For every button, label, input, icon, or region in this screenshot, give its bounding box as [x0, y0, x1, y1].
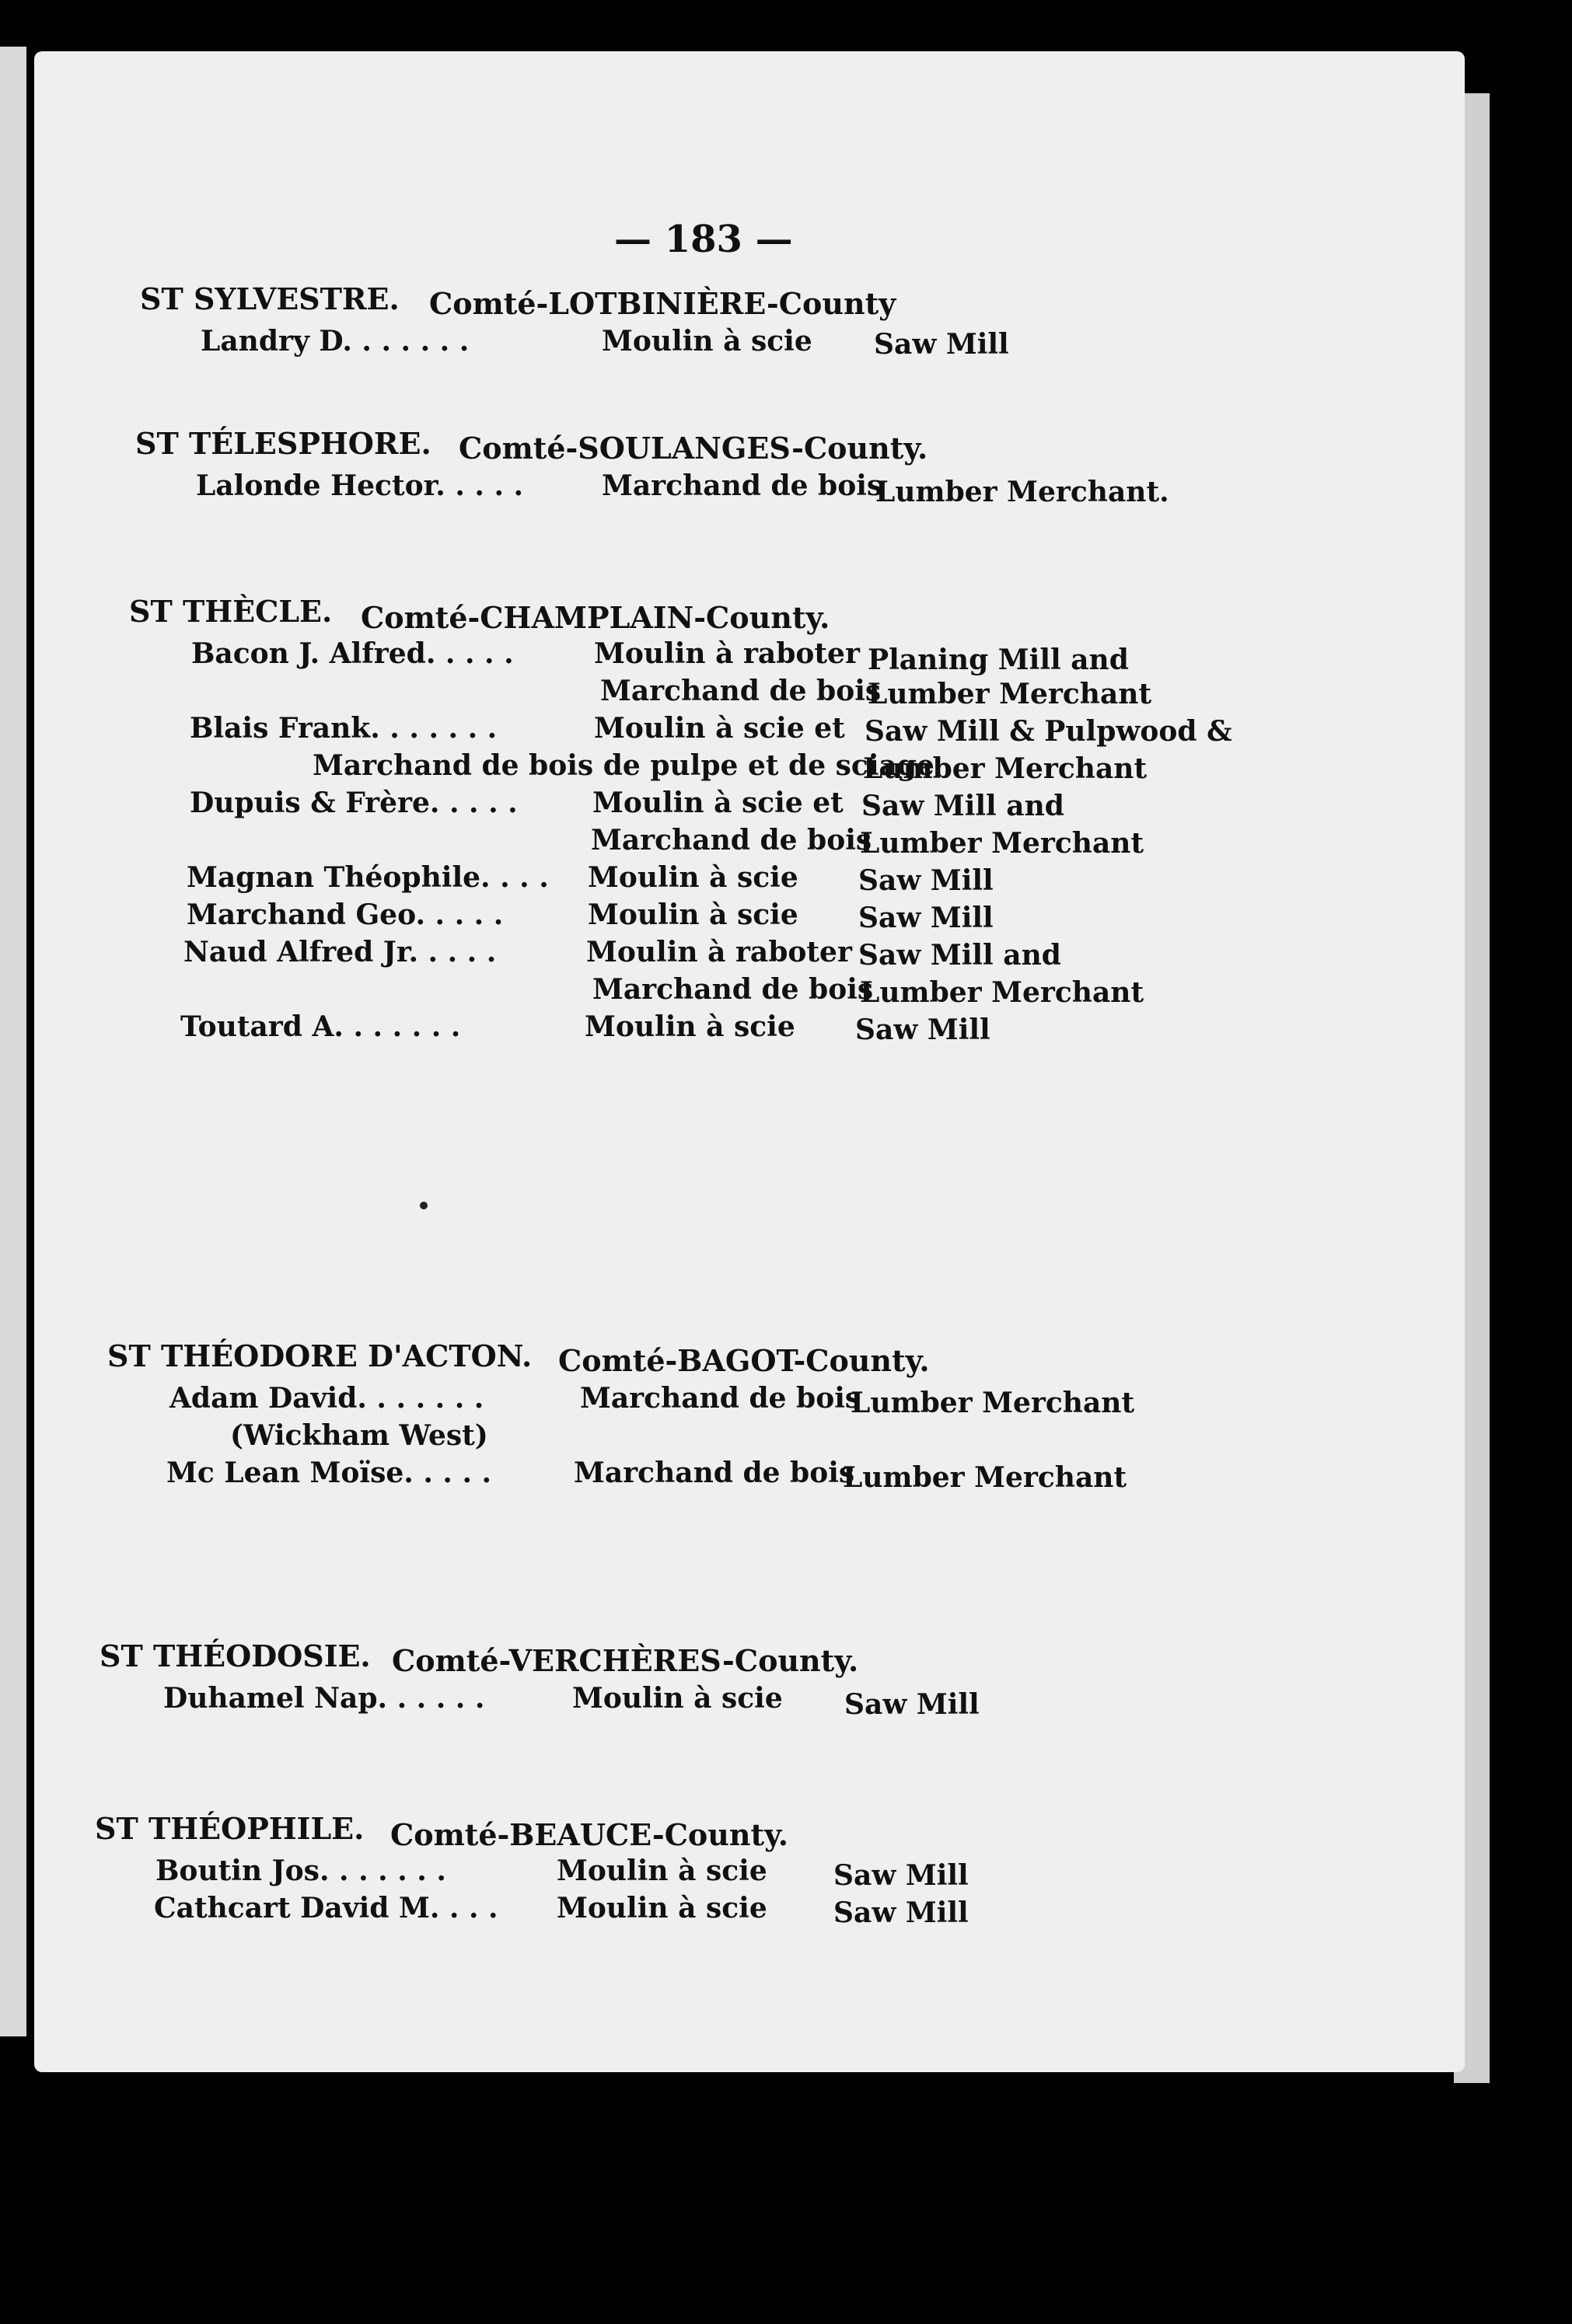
list-item: Marchand de bois de pulpe et de sciage Lumber Merchant	[313, 749, 1148, 785]
section-st-telesphore	[0, 426, 1399, 507]
section-heading	[0, 426, 1399, 469]
section-heading	[0, 1338, 1399, 1382]
list-item: Landry D. . . . . . . Moulin à scie Saw Mill	[201, 325, 1009, 361]
ink-speck	[420, 1202, 428, 1209]
section-heading	[0, 1811, 1399, 1855]
list-item: Marchand de bois Lumber Merchant	[592, 973, 1144, 1009]
list-item: Blais Frank. . . . . . . Moulin à scie et Saw Mill & Pulpwood &	[190, 712, 1232, 748]
list-item: Adam David. . . . . . . Marchand de bois Lumber Merchant	[169, 1382, 1135, 1419]
list-item: Naud Alfred Jr. . . . . Moulin à raboter Saw Mill and	[183, 936, 1061, 972]
section-st-sylvestre	[0, 281, 1399, 362]
list-item: Marchand Geo. . . . . Moulin à scie Saw Mill	[187, 899, 994, 934]
section-heading	[0, 281, 1399, 325]
list-item: Mc Lean Moïse. . . . . Marchand de bois Lumber Merchant	[166, 1457, 1127, 1494]
county-name: Comté-CHAMPLAIN-County.	[361, 600, 830, 635]
section-st-thecle	[0, 594, 1399, 1048]
section-heading	[0, 1638, 1399, 1682]
place-name: ST THÉODORE D'ACTON.	[107, 1338, 533, 1373]
list-item: Magnan Théophile. . . . Moulin à scie Saw Mill	[187, 861, 994, 897]
county-name: Comté-LOTBINIÈRE-County	[429, 286, 896, 321]
list-item: Boutin Jos. . . . . . . Moulin à scie Saw Mill	[155, 1855, 969, 1892]
list-item: Duhamel Nap. . . . . . Moulin à scie Saw Mill	[163, 1682, 980, 1721]
county-name: Comté-BAGOT-County.	[558, 1343, 930, 1378]
section-st-theophile	[0, 1811, 1399, 1929]
place-name: ST TÉLESPHORE.	[135, 426, 431, 461]
list-item: Bacon J. Alfred. . . . . Moulin à raboter Planing Mill and	[191, 637, 1129, 676]
page-number: — 183 —	[614, 218, 793, 261]
section-st-theodosie	[0, 1638, 1399, 1719]
place-name: ST THÈCLE.	[129, 594, 333, 629]
county-name: Comté-SOULANGES-County.	[459, 431, 928, 466]
place-name: ST SYLVESTRE.	[140, 281, 400, 316]
list-item: Toutard A. . . . . . . Moulin à scie Saw Mill	[180, 1010, 990, 1046]
section-st-theodore-dacton	[0, 1338, 1399, 1494]
list-item: Dupuis & Frère. . . . . Moulin à scie et Saw Mill and	[190, 787, 1064, 822]
list-item: Marchand de bois Lumber Merchant	[591, 824, 1144, 860]
place-name: ST THÉOPHILE.	[95, 1811, 365, 1846]
list-item: Marchand de bois Lumber Merchant	[600, 675, 1152, 710]
list-item: Cathcart David M. . . . Moulin à scie Saw Mill	[154, 1892, 969, 1929]
list-item: (Wickham West)	[230, 1419, 488, 1452]
county-name: Comté-VERCHÈRES-County.	[392, 1643, 859, 1678]
list-item: Lalonde Hector. . . . . Marchand de bois Lumber Merchant.	[196, 469, 1169, 508]
place-name: ST THÉODOSIE.	[100, 1638, 371, 1673]
section-heading	[0, 594, 1399, 637]
county-name: Comté-BEAUCE-County.	[390, 1817, 789, 1852]
